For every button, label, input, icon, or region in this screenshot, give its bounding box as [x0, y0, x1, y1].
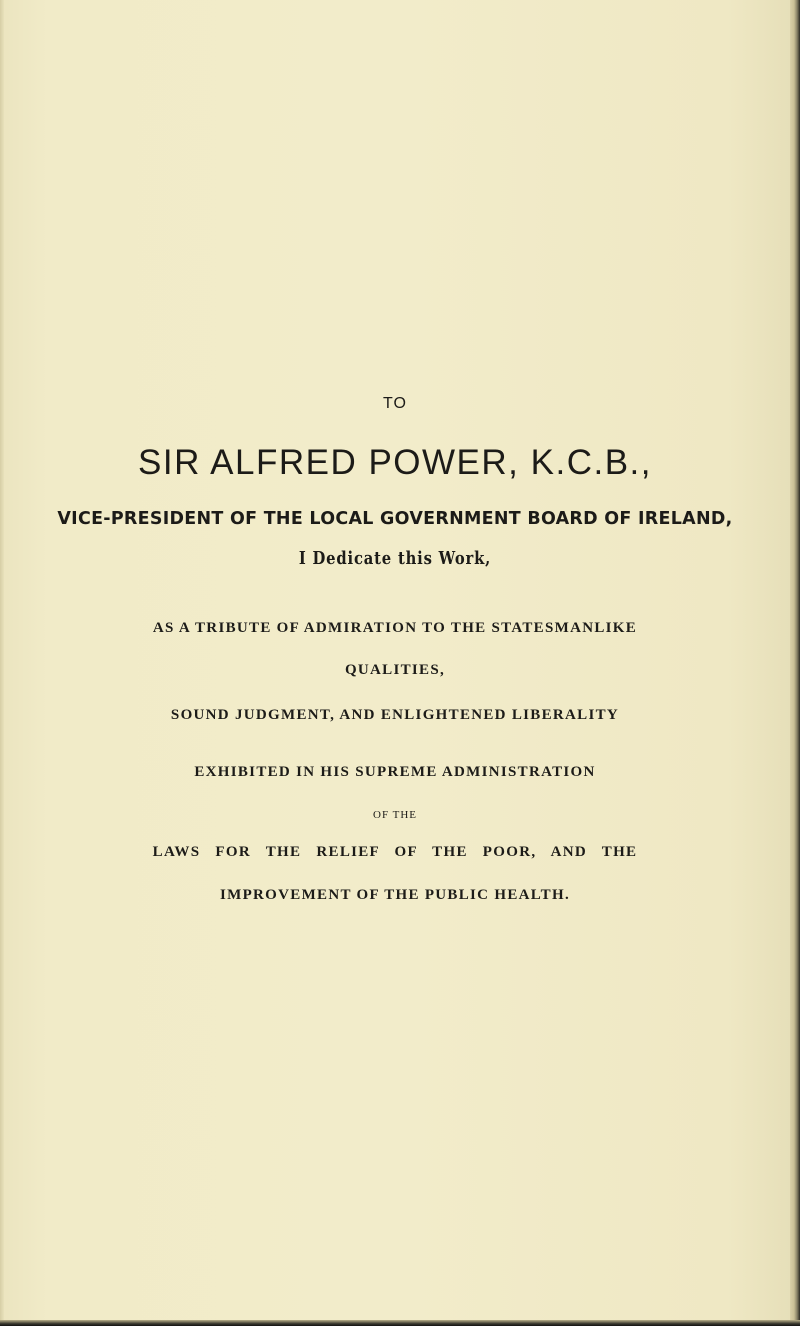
laws-line: LAWS FOR THE RELIEF OF THE POOR, AND THE — [152, 844, 638, 860]
dedicatee-name: SIR ALFRED POWER, K.C.B., — [138, 443, 652, 482]
dedication-to: TO — [383, 395, 407, 412]
dedicatee-title: VICE-PRESIDENT OF THE LOCAL GOVERNMENT BOARD OF IRELAND, — [57, 508, 733, 529]
tribute-line: AS A TRIBUTE OF ADMIRATION TO THE STATESMANLIKE — [152, 620, 638, 636]
page-left-edge — [0, 0, 4, 1326]
of-the-line: OF THE — [373, 809, 417, 821]
dedicate-line: I Dedicate this Work, — [298, 548, 492, 569]
exhibited-line: EXHIBITED IN HIS SUPREME ADMINISTRATION — [194, 764, 596, 780]
qualities-line: QUALITIES, — [344, 662, 446, 678]
page-right-edge — [790, 0, 800, 1326]
page-bottom-edge — [0, 1320, 800, 1326]
improvement-line: IMPROVEMENT OF THE PUBLIC HEALTH. — [219, 887, 571, 903]
sound-judgment-line: SOUND JUDGMENT, AND ENLIGHTENED LIBERALITY — [170, 707, 620, 723]
